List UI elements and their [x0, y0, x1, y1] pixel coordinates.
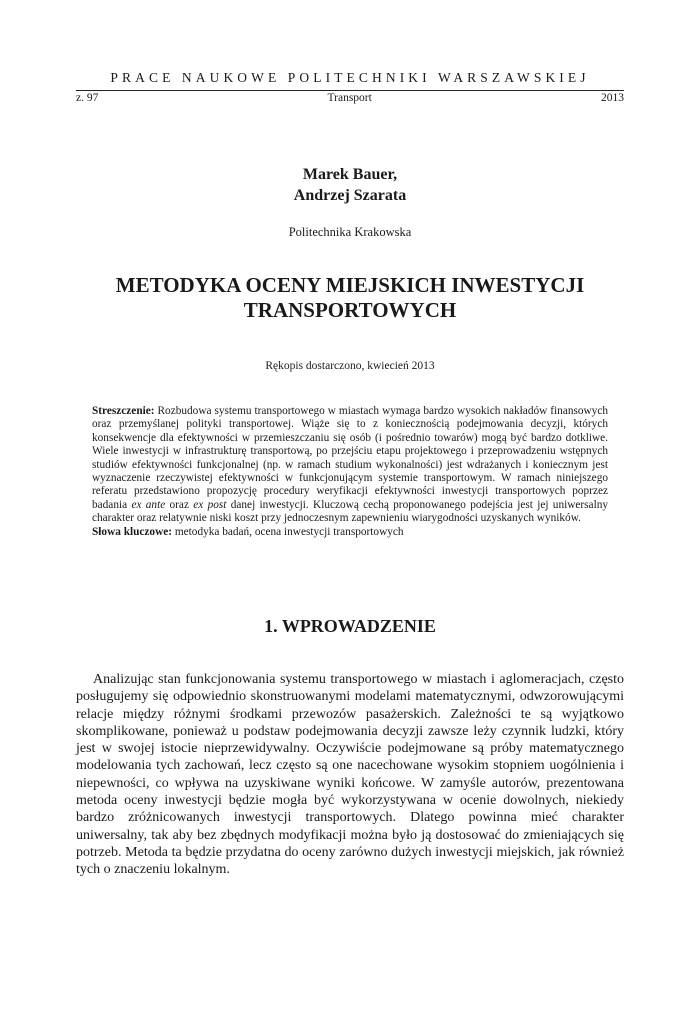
title-line: TRANSPORTOWYCH — [243, 298, 457, 322]
header-meta — [76, 92, 624, 104]
section-heading: 1. WPROWADZENIE — [264, 616, 436, 636]
keywords — [92, 526, 608, 539]
author-name: Andrzej Szarata — [293, 187, 407, 204]
abstract-text-part: oraz — [165, 498, 194, 511]
keywords-text: metodyka badań, ocena inwestycji transportowych — [172, 525, 404, 538]
abstract-text-part: Rozbudowa systemu transportowego w miastach wymaga bardzo wysokich nakładów finansowych oraz przemyślanej polityki transportowej. Wiąże się to z koniecznością podejmowania decyzji, których konsekwencje dla efektywności w przemieszczaniu się osób (i pośrednio towarów) mogą być bardzo dotkliwe. Wiele inwestycji w infrastrukturę transportową, po przejściu etapu projektowego i przeprowadzeniu wstępnych studiów efektywności funkcjonalnej (np. w ramach studium wykonalności) jest wdrażanych i koniecznym jest wyznaczenie rzeczywistej efektywności w funkcjonującym systemie transportowym. W ramach niniejszego referatu przedstawiono propozycję procedury weryfikacji efektywności inwestycji transportowych poprzez badania — [92, 405, 608, 511]
abstract-ex-post: ex post — [193, 498, 227, 511]
keywords-label: Słowa kluczowe: — [92, 525, 173, 538]
paper-title — [76, 273, 624, 323]
journal-title: PRACE NAUKOWE POLITECHNIKI WARSZAWSKIEJ — [110, 70, 590, 85]
abstract-label: Streszczenie: — [92, 405, 155, 417]
abstract-text — [92, 405, 608, 526]
publication-year: 2013 — [600, 92, 624, 104]
header-rule — [76, 90, 624, 91]
affiliation: Politechnika Krakowska — [288, 225, 412, 239]
author-name: Marek Bauer, — [302, 166, 398, 183]
body-paragraph: Analizując stan funkcjonowania systemu transportowego w miastach i aglomeracjach, często posługujemy się odpowiednio skonstruowanymi modelami matematycznymi, odwzorowującymi relacje między różnymi środkami przewozów pasażerskich. Zależności te są wyjątkowo skomplikowane, ponieważ u podstaw podejmowania decyzji zawsze leży czynnik ludzki, który jest w swojej istocie nieprzewidywalny. Oczywiście podejmowane są próby matematycznego modelowania tych zachowań, lecz często są one nacechowane wysokim stopniem uogólnienia i niepewności, co wpływa na uzyskiwane wyniki końcowe. W zamyśle autorów, prezentowana metoda oceny inwestycji będzie mogła być wykorzystywana w ocenie dowolnych, niekiedy bardzo zróżnicowanych inwestycji transportowych. Dlatego powinna mieć charakter uniwersalny, tak aby bez zbędnych modyfikacji można było ją dostosować do zmieniających się potrzeb. Metoda ta będzie przydatna do oceny zarówno dużych inwestycji miejskich, jak również tych o znaczeniu lokalnym. — [76, 672, 624, 878]
series-name: Transport — [327, 92, 372, 104]
abstract — [92, 405, 608, 539]
abstract-ex-ante: ex ante — [131, 498, 166, 511]
abstract-text-part: danej inwestycji. Kluczową cechą proponowanego podejścia jest jej uniwersalny charakter oraz relatywnie niski koszt przy jednoczesnym zapewnieniu wiarygodności uzyskanych wyników. — [92, 498, 609, 525]
issue-number: z. 97 — [76, 92, 99, 104]
title-line: METODYKA OCENY MIEJSKICH INWESTYCJI — [115, 273, 585, 297]
authors — [76, 164, 624, 206]
body-text — [76, 671, 624, 879]
received-date: Rękopis dostarczono, kwiecień 2013 — [265, 360, 435, 372]
